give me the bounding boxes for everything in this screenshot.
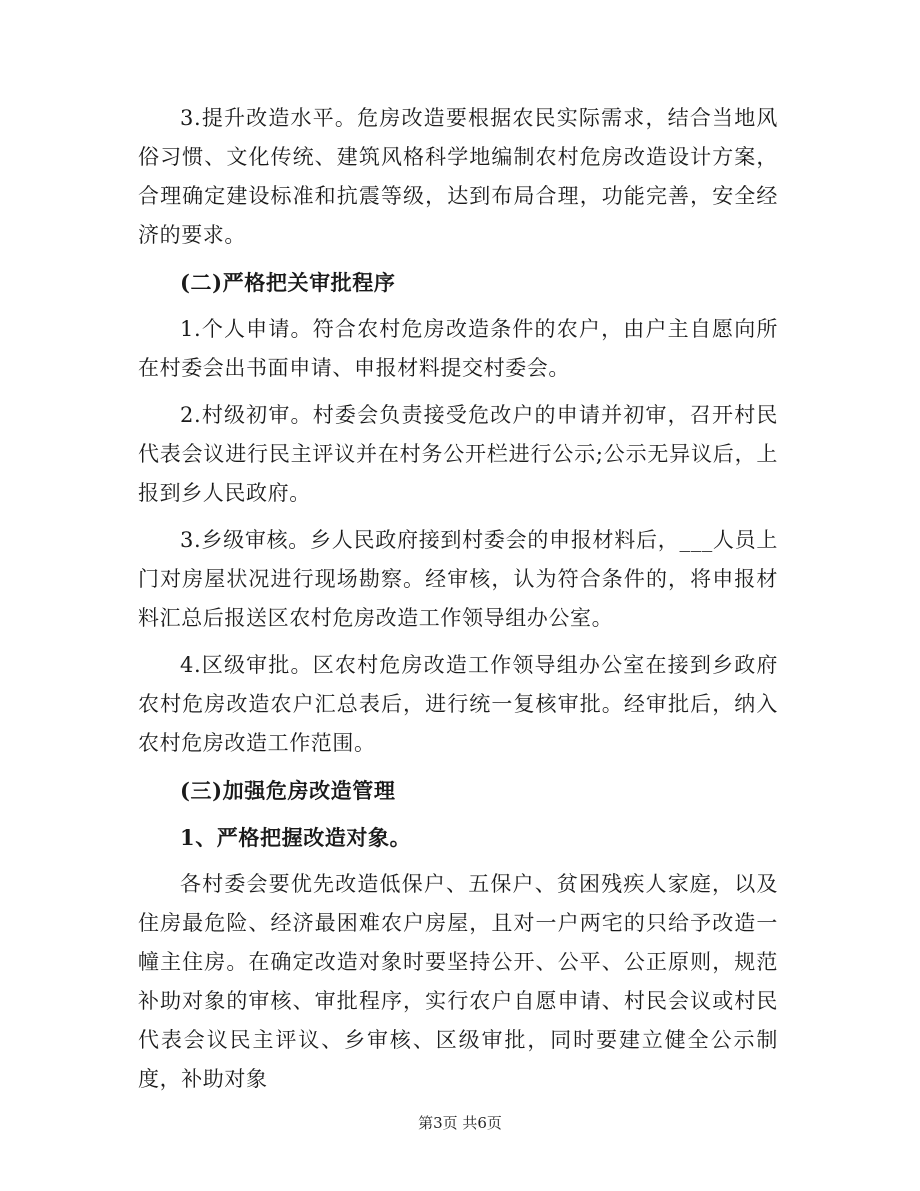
- paragraph-village-review: 2.村级初审。村委会负责接受危改户的申请并初审，召开村民代表会议进行民主评议并在村务公开栏进行公示;公示无异议后，上报到乡人民政府。: [138, 403, 778, 505]
- paragraph-personal-application: 1.个人申请。符合农村危房改造条件的农户，由户主自愿向所在村委会出书面申请、申报材料提交村委会。: [138, 317, 778, 380]
- page-number-footer: 第3页 共6页: [418, 1114, 502, 1132]
- paragraph-township-review: 3.乡级审核。乡人民政府接到村委会的申报材料后，___人员上门对房屋状况进行现场勘察。经审核，认为符合条件的，将申报材料汇总后报送区农村危房改造工作领导组办公室。: [138, 528, 778, 630]
- paragraph-priority-households: 各村委会要优先改造低保户、五保户、贫困残疾人家庭，以及住房最危险、经济最困难农户房屋，且对一户两宅的只给予改造一幢主住房。在确定改造对象时要坚持公开、公平、公正原则，规范补助对象的审核、审批程序，实行农户自愿申请、村民会议或村民代表会议民主评议、乡审核、区级审批，同时要建立健全公示制度，补助对象: [138, 872, 778, 1091]
- subheading-target-selection: 1、严格把握改造对象。: [180, 825, 412, 850]
- section-heading-approval: (二)严格把关审批程序: [180, 270, 396, 295]
- section-heading-management: (三)加强危房改造管理: [180, 778, 396, 803]
- paragraph-district-approval: 4.区级审批。区农村危房改造工作领导组办公室在接到乡政府农村危房改造农户汇总表后，进行统一复核审批。经审批后，纳入农村危房改造工作范围。: [138, 653, 778, 755]
- document-body: [138, 99, 778, 1107]
- paragraph-raise-standard: 3.提升改造水平。危房改造要根据农民实际需求，结合当地风俗习惯、文化传统、建筑风格科学地编制农村危房改造设计方案，合理确定建设标准和抗震等级，达到布局合理，功能完善，安全经济的要求。: [138, 106, 778, 247]
